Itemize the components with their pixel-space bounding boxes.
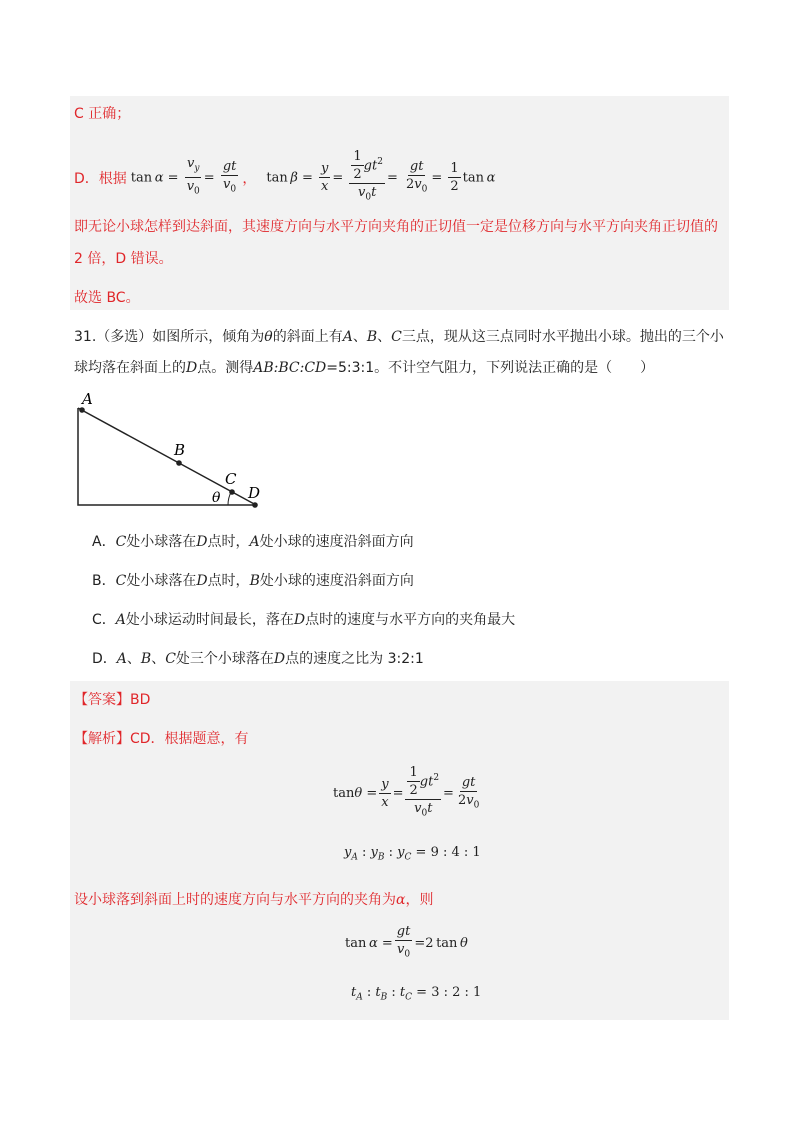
question-number: 31. [74,329,97,345]
question-line-2: 球均落在斜面上的D点。测得AB:BC:CD=5:3:1。不计空气阻力，下列说法正确的是（ ） [74,360,655,376]
d-conclusion-line-1: 即无论小球怎样到达斜面，其速度方向与水平方向夹角的正切值一定是位移方向与水平方向夹角正切值的 [74,219,718,235]
point-c [229,489,235,495]
tan-beta-formula: tan β = $\frac{y}{x}$ = $\frac{1}{2}$ $gt^2$ $v_0t$ = $\frac{gt}{2v_0}$ = $\frac{1}{2}$ tan α [266,149,496,203]
tan-theta-equation: tan θ = $\frac{y}{x}$ = $\frac{1}{2}$ $gt^2$ $v_0t$ = $\frac{gt}{2v_0}$ [333,765,480,819]
answer-line [74,689,150,709]
label-c: C [225,470,237,488]
point-a [79,407,85,413]
d-formula-line: D．根据 tan α = $\frac{v_y}{v_0}$ = $\frac{gt}{v_0}$ ， tan β = $\frac{y}{x}$ = $\frac{1}{2}$ $gt^2$ $v_0t$ = $\frac{gt}{2v_0}$ = $\frac{1}{2}$ tan α [74,150,495,206]
analysis-label: 【解析】 [74,731,130,747]
answer-value: BD [130,692,151,708]
point-b [176,460,182,466]
answer-label: 【答案】 [74,692,130,708]
tan-alpha-formula: tan α = $\frac{v_y}{v_0}$ = $\frac{gt}{v_0}$ [130,155,237,197]
option-a: A．C处小球落在D点时，A处小球的速度沿斜面方向 [92,534,414,550]
point-d [252,502,258,508]
question-line-1: 31.（多选）如图所示，倾角为θ的斜面上有A、B、C三点，现从这三点同时水平抛出小球。抛出的三个小 [74,329,724,345]
label-a: A [82,390,93,408]
final-choice-line: 故选 BC。 [74,290,140,306]
label-d: D [248,484,261,502]
tan-alpha-equation: tan α = $\frac{gt}{v_0}$ = 2 tan θ [345,924,468,960]
alpha-definition-line: 设小球落到斜面上时的速度方向与水平方向的夹角为α，则 [74,892,434,908]
label-theta: θ [212,490,221,506]
c-correct-line: C 正确； [74,106,131,122]
d-prefix: D．根据 [74,170,127,187]
option-d: D．A、B、C处三个小球落在D点的速度之比为 3:2:1 [92,651,424,667]
analysis-line: 【解析】CD．根据题意，有 [74,731,249,747]
time-ratio-equation: $t_A$ : $t_B$ : $t_C = 3$ : 2 : 1 [351,985,482,1003]
option-b: B．C处小球落在D点时，B处小球的速度沿斜面方向 [92,573,414,589]
incline-figure [70,388,270,513]
option-c: C．A处小球运动时间最长，落在D点时的速度与水平方向的夹角最大 [92,612,516,628]
height-ratio-equation: $y_A$ : $y_B$ : $y_C = 9$ : 4 : 1 [344,845,481,863]
d-conclusion-line-2: 2 倍，D 错误。 [74,251,173,267]
label-b: B [174,441,186,459]
